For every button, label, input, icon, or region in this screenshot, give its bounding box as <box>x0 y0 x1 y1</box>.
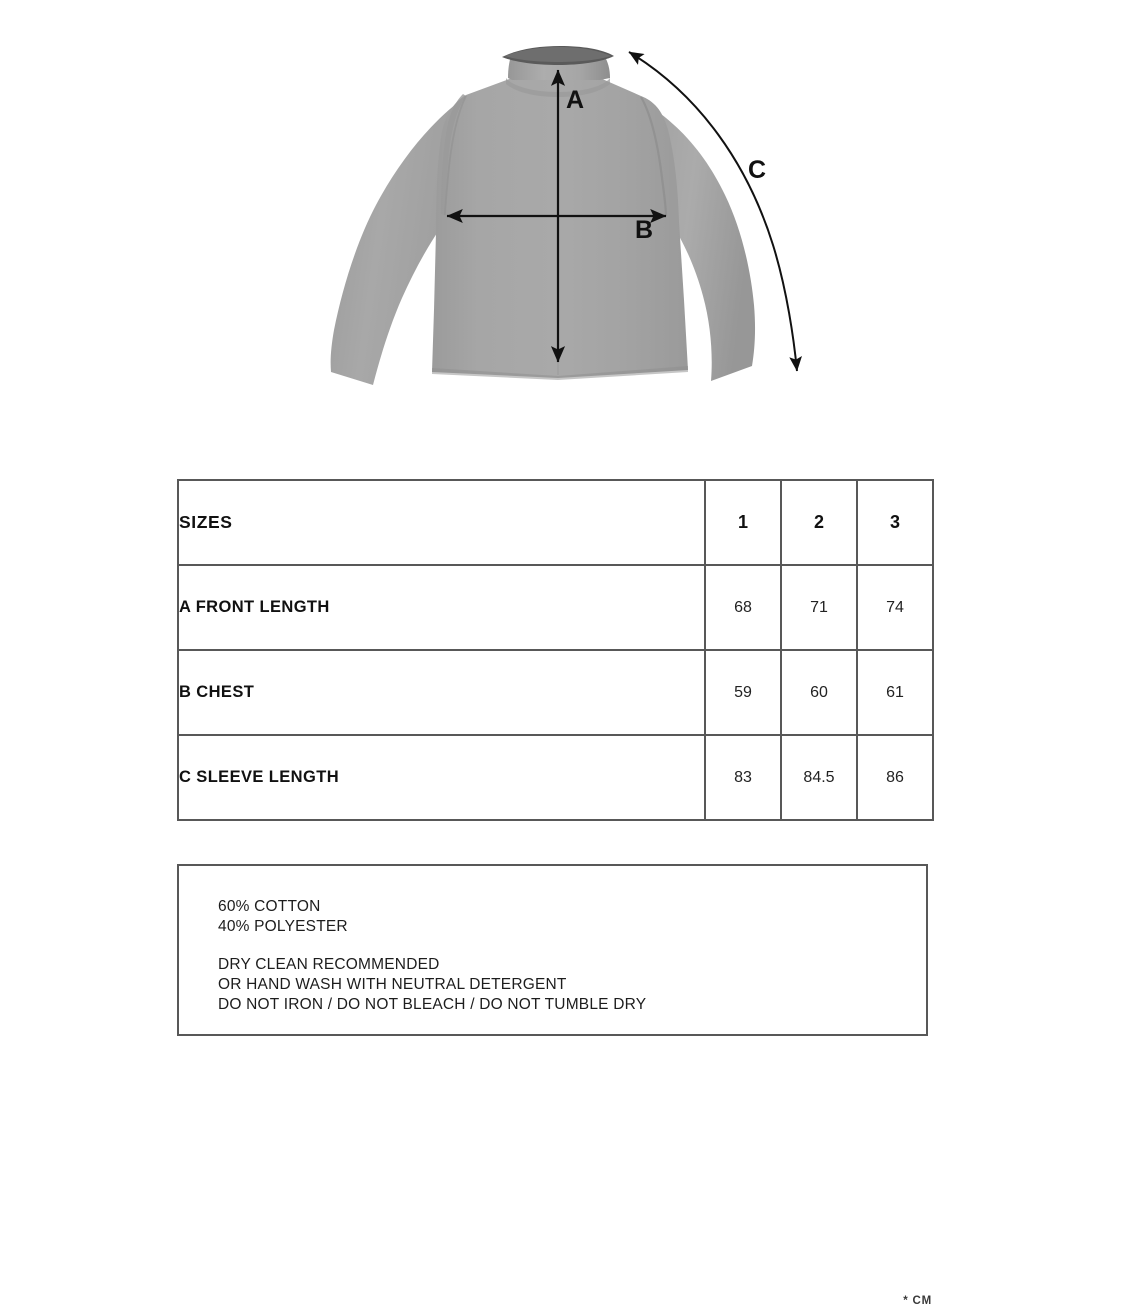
cell-chest-size-3: 61 <box>857 650 933 735</box>
row-label-sleeve-length: C SLEEVE LENGTH <box>178 735 705 820</box>
cell-front-length-size-3: 74 <box>857 565 933 650</box>
table-row <box>178 650 933 735</box>
cell-front-length-size-2: 71 <box>781 565 857 650</box>
info-spacer <box>218 937 646 955</box>
dimension-label-c: C <box>748 156 767 184</box>
table-header-size-2: 2 <box>781 480 857 565</box>
table-header-size-3: 3 <box>857 480 933 565</box>
care-line-1: DRY CLEAN RECOMMENDED <box>218 956 440 973</box>
composition-line-1: 60% COTTON <box>218 898 321 915</box>
cell-chest-size-1: 59 <box>705 650 781 735</box>
row-label-chest: B CHEST <box>178 650 705 735</box>
table-header-row <box>178 480 933 565</box>
cell-front-length-size-1: 68 <box>705 565 781 650</box>
care-info-box <box>177 864 928 1036</box>
row-label-front-length: A FRONT LENGTH <box>178 565 705 650</box>
cell-sleeve-length-size-3: 86 <box>857 735 933 820</box>
table-row <box>178 565 933 650</box>
care-info-text <box>218 897 646 1015</box>
dimension-label-b: B <box>635 216 654 244</box>
composition-line-2: 40% POLYESTER <box>218 918 348 935</box>
table-row <box>178 735 933 820</box>
care-line-2: OR HAND WASH WITH NEUTRAL DETERGENT <box>218 976 567 993</box>
care-line-3: DO NOT IRON / DO NOT BLEACH / DO NOT TUMBLE DRY <box>218 996 647 1013</box>
cell-sleeve-length-size-2: 84.5 <box>781 735 857 820</box>
unit-note: * CM <box>903 1295 932 1307</box>
garment-illustration <box>0 0 1125 430</box>
table-header-size-1: 1 <box>705 480 781 565</box>
table-header-sizes: SIZES <box>178 480 705 565</box>
dimension-label-a: A <box>566 86 585 114</box>
cell-chest-size-2: 60 <box>781 650 857 735</box>
garment-diagram <box>0 0 1125 430</box>
cell-sleeve-length-size-1: 83 <box>705 735 781 820</box>
size-table <box>177 479 934 821</box>
